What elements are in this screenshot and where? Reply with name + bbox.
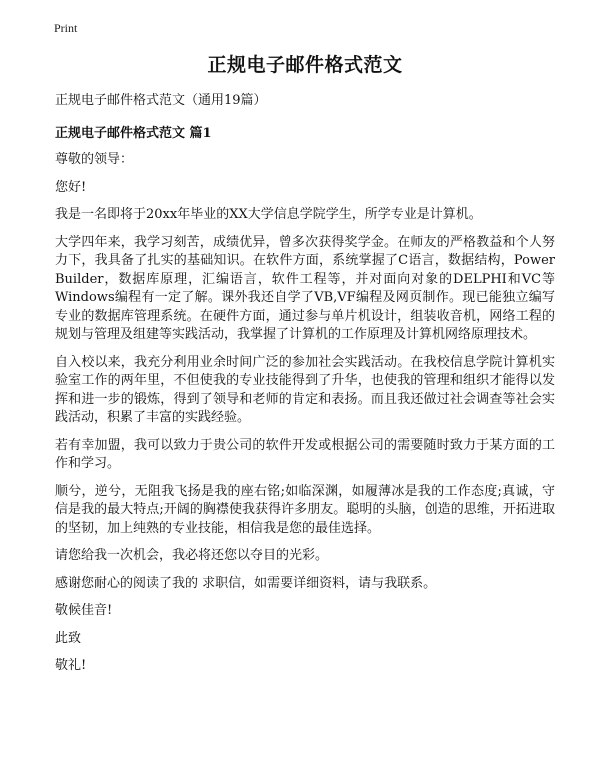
closing-zhici: 此致 [55,630,82,646]
closing-line: 敬候佳音! [55,603,113,618]
closing-jingli: 敬礼! [55,658,87,673]
document-page [55,50,555,685]
document-subtitle: 正规电子邮件格式范文（通用19篇） [55,93,267,108]
salutation: 尊敬的领导： [55,152,134,167]
thanks-paragraph: 感谢您耐心的阅读了我的 求职信，如需要详细资料，请与我联系。 [55,575,437,591]
intro-paragraph: 我是一名即将于20xx年毕业的XX大学信息学院学生，所学专业是计算机。 [55,207,482,222]
study-paragraph: 大学四年来，我学习刻苦，成绩优异，曾多次获得奖学金。在师友的严格教益和个人努力下，我具备了扎实的基础知识。在软件方面，系统掌握了C语言，数据结构，Power Builder，数据库原理，汇编语言，软件工程等，并对面向对象的DELPHI和VC等Windows编程有一定了解。课外我还自学了VB,VF编程及网页制作。现已能独立编写专业的数据库管理系统。在硬件方面，通过参与单片机设计，组装收音机，网络工程的规划与管理及组建等实践活动，我掌握了计算机的工作原理及计算机网络原理技术。 [55,234,555,342]
practice-paragraph: 自入校以来，我充分利用业余时间广泛的参加社会实践活动。在我校信息学院计算机实验室工作的两年里，不但使我的专业技能得到了升华，也使我的管理和组织才能得以发挥和进一步的锻炼，得到了领导和老师的肯定和表扬。而且我还做过社会调查等社会实践活动，积累了丰富的实践经验。 [55,354,555,425]
section-heading: 正规电子邮件格式范文 篇1 [55,126,212,141]
page-title: 正规电子邮件格式范文 [207,54,403,76]
intent-paragraph: 若有幸加盟，我可以致力于贵公司的软件开发或根据公司的需要随时致力于某方面的工作和学习。 [55,437,555,471]
request-paragraph: 请您给我一次机会，我必将还您以夺目的光彩。 [55,548,329,563]
motto-paragraph: 顺兮，逆兮，无阻我飞扬是我的座右铭;如临深渊，如履薄冰是我的工作态度;真诚，守信是我的最大特点;开阔的胸襟使我获得许多朋友。聪明的头脑，创造的思维，开拓进取的坚韧，加上纯熟的专业技能，相信我是您的最佳选择。 [55,483,555,536]
greeting: 您好! [55,179,87,195]
print-link[interactable]: Print [54,21,78,35]
